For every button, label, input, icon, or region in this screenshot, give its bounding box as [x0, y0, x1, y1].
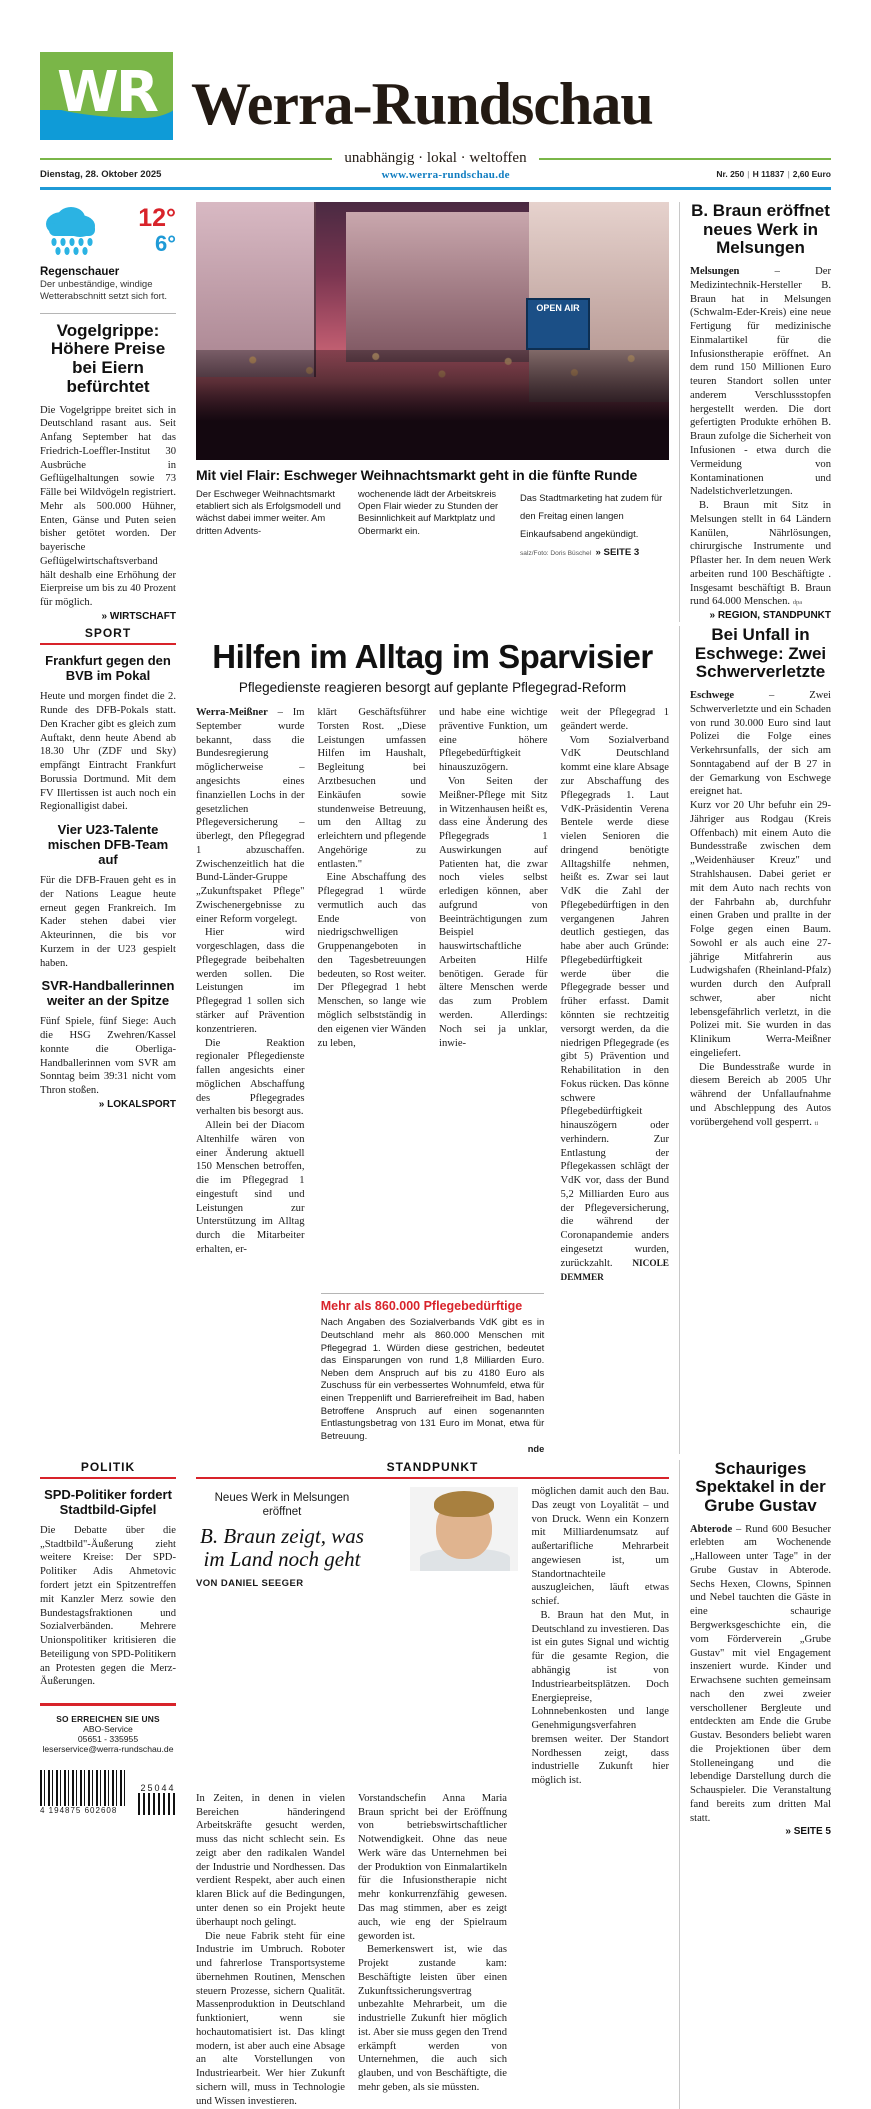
standpunkt-col1-p2: Die neue Fabrik steht für eine Industrie im Umbruch. Roboter und fahrerlose Transportsysteme übernehmen Routinen, Menschen steuern Prozesse, sichern Qualität. Massenproduktion in Deutschland funktioniert, wenn sie hochautomatisiert ist. Das klingt modern, ist aber auch eine Absage an alte Vorstellungen von Industriearbeit. Wer hier Zukunft sichern will, muss in Technologie und Wissen investieren. — [196, 1930, 345, 2107]
main-story-col1 — [196, 706, 305, 1284]
masthead-title-block — [173, 73, 831, 140]
sport-kicker: SPORT — [84, 625, 132, 640]
infobox-content — [321, 1293, 545, 1453]
logo-initials: WR — [57, 60, 156, 125]
standpunkt-author: VON DANIEL SEEGER — [196, 1577, 304, 1589]
photo-caption-col3-text: Das Stadtmarketing hat zudem für den Freitag einen langen Einkaufsabend angekündigt. — [520, 492, 663, 539]
barcode-addon — [138, 1783, 178, 1815]
gustav-ref[interactable]: » SEITE 5 — [785, 1826, 831, 1838]
gustav-p1-text: – Rund 600 Besucher erlebten am Wochenende „Halloween unter Tage" in der Grube Gustav in Abterode. Sechs Hexen, Clowns, Spinnen und Nebel tauchten die Gäste in eine schaurige Bergwerksgeschichte ein, die vom Förderverein „Grube Gustav" mit viel Engagement inszeniert wurde. Kinder und Erwachsene suchten gemeinsam nach den zwei zweier verschollener Bergleute und entdeckten am Ende die Grube Gustav. Besonders beliebt waren die Projektionen über dem Stolleneingang und die lebendige Darstellung durch die Schauspieler. Die Veranstaltung fand bereits zum dritten Mal statt. — [690, 1523, 831, 1824]
publication-date: Dienstag, 28. Oktober 2025 — [40, 169, 162, 180]
standpunkt-rule — [196, 1477, 669, 1480]
unfall-p3-text: Die Bundesstraße wurde in diesem Bereich ab 2005 Uhr während der Unfallaufnahme und Abschleppung des Autos vorübergehend voll gesperrt. — [690, 1061, 831, 1128]
photo-credit: salz/Foto: Doris Büschel — [520, 550, 592, 557]
standpunkt-head-row — [196, 1485, 669, 1788]
sport-item-2-headline[interactable]: SVR-Handballerinnen weiter an der Spitze — [41, 978, 175, 1009]
main-col1-p3: Die Reaktion regionaler Pflegedienste fallen angesichts einer möglichen Abschaffung des Pflegegrades verhalten bis besorgt aus. — [196, 1037, 305, 1118]
portrait-hair — [434, 1491, 494, 1517]
bbraun-agency: dpa — [792, 599, 803, 607]
masthead — [40, 0, 831, 140]
bbraun-p2 — [690, 499, 831, 609]
sport-rule — [40, 643, 176, 646]
divider-1 — [40, 313, 176, 314]
bottom-section — [40, 1460, 831, 2109]
main-story — [186, 626, 679, 1454]
issue-price: 2,60 Euro — [792, 169, 831, 179]
sport-ref[interactable]: » LOKALSPORT — [98, 1098, 176, 1110]
sport-column — [40, 626, 186, 1454]
photo-caption-columns — [196, 488, 669, 560]
contact-email[interactable]: leserservice@werra-rundschau.de — [42, 1743, 174, 1754]
standpunkt-body-row — [196, 1792, 669, 2109]
infobox-body: Nach Angaben des Sozialverbands VdK gibt es in Deutschland mehr als 860.000 Menschen mit Pflegegrad 1. Würden diese gestrichen, bedeutet das Einsparungen von rund 1,8 Milliarden Euro. Neben dem Anspruch auf bis zu 4180 Euro als Zuschuss für ein verbessertes Wohnumfeld, etwa für einen Treppenlift und Barrierefreiheit im Bad, haben Betroffene Anspruch auf einen sogenannten Entlastungsbetrag von 131 Euro im Monat, etwa für Betreuung. — [320, 1317, 545, 1442]
sport-item-1-headline[interactable]: Vier U23-Talente mischen DFB-Team auf — [47, 822, 169, 868]
main-col1-p1 — [196, 706, 305, 926]
standpunkt-kicker: STANDPUNKT — [386, 1459, 479, 1474]
sport-item-1-body: Für die DFB-Frauen geht es in der Nations League heute erneut gegen Frankreich. Im Kader stehen dabei vier Akteurinnen, die bis vor Kurzem in der U23 gespielt haben. — [40, 875, 176, 969]
photo-crowd — [196, 350, 669, 460]
temp-low: 6° — [154, 231, 176, 256]
bbraun-lead: Melsungen — [690, 266, 740, 278]
standpunkt-col1-p1: In Zeiten, in denen in vielen Bereichen händeringend Arbeitskräfte gesucht werden, muss das nicht schlecht sein. Es zeigt aber den radikalen Wandel der Industrie und Nordhessen. Das verdient Respekt, aber auch einen klaren Blick auf die Bedingungen, unter denen so ein Projekt heute überhaupt noch gelingt. — [196, 1792, 345, 1928]
politik-headline[interactable]: SPD-Politiker fordert Stadtbild-Gipfel — [44, 1487, 172, 1517]
main-story-byline: NICOLE DEMMER — [560, 1258, 669, 1283]
main-col3-p2: Von Seiten der Meißner-Pflege mit Sitz in Witzenhausen heißt es, dass eine Änderung des Pflegegrads 1 Auswirkungen auf Patienten hat, die zwar noch vieles selbst erledigen können, aber aufgrund von Beeinträchtigungen zum Beispiel hauswirtschaftliche Arbeiten Hilfe benötigen. Gerade für ältere Menschen werde das zum Problem werden. Allerdings: Noch sei ja unklar, inwie- — [439, 775, 548, 1049]
top-section — [40, 202, 831, 622]
tagline: unabhängig · lokal · weltoffen — [344, 150, 527, 166]
sport-item-0-headline[interactable]: Frankfurt gegen den BVB im Pokal — [45, 653, 171, 684]
temp-high: 12° — [138, 204, 176, 232]
infobox-rule — [321, 1293, 545, 1294]
barcode-bars — [40, 1770, 126, 1806]
newspaper-logo — [40, 52, 173, 140]
main-story-columns — [196, 706, 669, 1284]
sport-item-0-body: Heute und morgen findet die 2. Runde des DFB-Pokals statt. Den Kracher gibt es gleich zum Auftakt, denn heute Abend ab 18.30 Uhr (ZDF und Sky) empfängt Eintracht Frankfurt Borussia Dortmund. Mit dem FV Illertissen ist auch noch ein Regionalligist dabei. — [40, 691, 176, 813]
photo-ref[interactable]: » SEITE 3 — [595, 547, 640, 558]
gustav-p1 — [690, 1523, 831, 1826]
author-portrait — [410, 1487, 518, 1571]
sport-item-2-body: Fünf Spiele, fünf Siege: Auch die HSG Zwehren/Kassel konnte die Oberliga-Handballerinnen vom SVR am Sonntag beim 39:31 nicht vom Thron stoßen. — [40, 1016, 176, 1097]
main-headline[interactable]: Hilfen im Alltag im Sparvisier — [212, 637, 653, 675]
standpunkt-column — [186, 1460, 679, 2109]
lead-photo — [196, 202, 669, 460]
unfall-p3 — [690, 1061, 831, 1130]
standpunkt-col3-top — [531, 1485, 669, 1788]
main-story-col2 — [318, 706, 427, 1284]
weather-condition: Regenschauer — [40, 266, 120, 278]
infobox-headline: Mehr als 860.000 Pflegebedürftige — [320, 1299, 523, 1314]
main-story-col4 — [561, 706, 670, 1284]
bbraun-p2-text: B. Braun mit Sitz in Melsungen stellt in 64 Ländern Kanülen, Nährlösungen, chirurgische Instrumente und Pflaster her. In dem neuen Werk arbeiten rund 100 Beschäftigte . Insgesamt beschäftigt B. Braun rund 64.000 Menschen. — [690, 500, 831, 608]
main-col4-p2 — [561, 734, 670, 1285]
contact-rule — [40, 1703, 176, 1706]
weather-description: Der unbeständige, windige Wetterabschnitt setzt sich fort. — [40, 279, 168, 302]
infobox — [196, 1293, 669, 1453]
standpunkt-col1 — [196, 1792, 345, 2109]
unfall-lead: Eschwege — [690, 690, 735, 702]
barcode-addon-number: 25044 — [140, 1782, 176, 1793]
standpunkt-col3-filler — [520, 1792, 669, 2109]
photo-column — [186, 202, 679, 622]
infobox-byline: nde — [527, 1443, 545, 1454]
unfall-p1-text: – Zwei Schwerverletzte und ein Schaden von rund 30.000 Euro sind laut Polizei die Folge eines Verkehrsunfalls, der sich am Sonntagabend auf der B 27 in der Gemarkung von Eschwege ereignet hat. — [690, 690, 831, 798]
unfall-headline[interactable]: Bei Unfall in Eschwege: Zwei Schwerverletzte — [694, 624, 827, 682]
standpunkt-title[interactable]: B. Braun zeigt, was im Land noch geht — [200, 1523, 364, 1571]
unfall-p2: Kurz vor 20 Uhr befuhr ein 29-Jähriger aus Rodgau (Kreis Offenbach) mit einem Auto die Bundesstraße zwischen dem „Weidenhäuser Kreuz" und Strahlshausen. Dabei geriet er mit dem Auto nach rechts von der Fahrbahn ab, durchfuhr einen Graben und prallte in der Folge gegen einen Baum. Sowohl er als auch eine 27-jährige Mitfahrerin aus Ludwigshafen (Rheinland-Pfalz) wurden durch den Aufprall schwer, aber nicht lebensgefährlich verletzt, in die Polizei mit. Sie wurden in das Klinikum Werra-Meißner eingeliefert. — [690, 800, 831, 1059]
contact-phone[interactable]: 05651 - 335955 — [77, 1733, 139, 1744]
main-col3-p1: und habe eine wichtige präventive Funktion, um eine höhere Pflegebedürftigkeit hinauszuzögern. — [439, 707, 548, 774]
photo-caption-col2: wochenende lädt der Arbeitskreis Open Flair wieder zu Stunden der Besinnlichkeit auf Marktplatz und Obermarkt ein. — [358, 488, 499, 536]
issue-info: Nr. 250 | H 11837 | 2,60 Euro — [716, 169, 831, 179]
gustav-headline[interactable]: Schauriges Spektakel in der Grube Gustav — [695, 1458, 826, 1515]
contact-service: ABO-Service — [83, 1723, 133, 1734]
tagline-row — [40, 150, 831, 167]
barcode-area — [40, 1770, 176, 1815]
infobox-spacer-2 — [557, 1293, 669, 1453]
tagline-rule-left — [40, 158, 332, 160]
standpunkt-col3-p2: B. Braun hat den Mut, in Deutschland zu investieren. Das ist ein gutes Signal und wichtig für die gesamte Region, die abhängig ist von Industriearbeitsplätzen. Doch Energiepreise, Lohnnebenkosten und lange Genehmigungsverfahren bremsen weiter. Der Standort Nordhessen zeigt, dass industrielle Zukunft hier möglich ist. — [531, 1609, 669, 1787]
standpunkt-portrait-cell — [381, 1485, 519, 1788]
barcode-addon-bars — [138, 1793, 178, 1815]
main-col1-p2: Hier wird vorgeschlagen, dass die Pflegegrade beibehalten werden sollen. Die Leistungen im Pflegegrad 1 sollen sich stärker auf Prävention konzentrieren. — [196, 927, 305, 1035]
photo-caption-col1: Der Eschweger Weihnachtsmarkt etabliert sich als Erfolgsmodell und wächst dabei immer weiter. Am dritten Advents- — [196, 488, 341, 536]
unfall-column — [679, 626, 831, 1454]
infobox-spacer — [196, 1293, 308, 1453]
unfall-p1 — [690, 689, 831, 799]
standpunkt-col2-p2: Bemerkenswert ist, wie das Projekt zustande kam: Beschäftigte leisten über einen Zukunftssicherungsvertrag unbezahlte Mehrarbeit, um die industrielle Zukunft hier möglich ist. Aber sie muss gegen den Trend erkämpft werden von Unternehmen, die auch sich glauben, und von Beschäftigte, die mehr geben, als sie müssten. — [358, 1944, 507, 2093]
main-story-col3 — [439, 706, 548, 1284]
main-col4-p2-text: Vom Sozialverband VdK Deutschland kommt eine klare Absage zur Abschaffung des Pflegegrads 1. Laut VdK-Präsidentin Verena Bentele werde diese vielen Senioren die dringend benötigte Alltagshilfe nehmen, heißt es. Zwar sei laut VdK die Zahl der Pflegebedürftigen in den vergangenen Jahren deutlich gestiegen, das habe aber auch Gründe: Pflegebedürftigkeit werde über die Pflegegrade besser und früher erfasst. Damit könnten sie rechtzeitig versorgt werden, da die niedrigen Pflegegrade (es gibt 5) Prävention und Rehabilitation in den Fokus rücken. Das könne schwere Pflegebedürftigkeit hinauszögern oder verhindern. Zur Entlastung der Pflegekassen schlägt der VdK vor, dass der Bund 5,2 Milliarden Euro aus der Pflegeversicherung, die während der Coronapandemie anders eingesetzt wurden, zurückzahlt. — [560, 734, 669, 1269]
bbraun-ref[interactable]: » REGION, STANDPUNKT — [709, 610, 831, 622]
standpunkt-col2-p1: Vorstandschefin Anna Maria Braun spricht bei der Eröffnung von betriebswirtschaftlicher Notwendigkeit. Ohne das neue Werk wäre das Unternehmen bei der Produktion von Einmalartikeln für die Infusionstherapie nicht mehr konkurrenzfähig gewesen. Das mag stimmen, aber es zeigt auch, wie eng der Spielraum geworden ist. — [358, 1792, 507, 1942]
vogelgrippe-ref[interactable]: » WIRTSCHAFT — [101, 610, 176, 622]
standpunkt-col2 — [358, 1792, 507, 2109]
issue-number: Nr. 250 — [716, 169, 745, 179]
gustav-column — [679, 1460, 831, 2109]
main-col4-p1: weit der Pflegegrad 1 geändert werde. — [560, 707, 669, 732]
bbraun-headline[interactable]: B. Braun eröffnet neues Werk in Melsungen — [691, 201, 830, 258]
politik-column — [40, 1460, 186, 2109]
gustav-lead: Abterode — [690, 1523, 733, 1535]
left-column-top — [40, 202, 186, 622]
standpunkt-col3-p1: möglichen damit auch den Bau. Das zeugt von Loyalität – und von Druck. Wenn ein Konzern mit Milliardenumsatz auf außertarifliche Mehrarbeit angewiesen ist, um Standortnachteile auszugleichen, läuft etwas schief. — [531, 1486, 669, 1608]
vogelgrippe-headline[interactable]: Vogelgrippe: Höhere Preise bei Eiern befürchtet — [50, 320, 166, 396]
masthead-bottom-rule — [40, 187, 831, 190]
website-url[interactable]: www.werra-rundschau.de — [381, 169, 510, 181]
main-col2-p1: klärt Geschäftsführer Torsten Rost. „Diese Leistungen umfassen Hilfen im Haushalt, Begleitung bei Arztbesuchen und Einkäufen sowie stundenweise Betreuung, um den Alltag zu erleichtern und pflegende Angehörige zu entlasten." — [317, 707, 426, 870]
vogelgrippe-body: Die Vogelgrippe breitet sich in Deutschland rasant aus. Seit Anfang September hat das Friedrich-Loeffler-Institut 30 Ausbrüche in Geflügelhaltungen sowie 73 Fälle bei Wildvögeln registriert. Mehr als 500.000 Hühner, Enten, Gänse und Puten seien bisher getötet worden. Der bayerische Geflügelwirtschaftsverband hält deshalb eine Erhöhung der Eierpreise um bis zu 40 Prozent für möglich. — [40, 404, 176, 609]
barcode-ean — [40, 1770, 126, 1815]
politik-rule — [40, 1477, 176, 1480]
main-lead-location: Werra-Meißner — [196, 707, 268, 719]
photo-caption-headline: Mit viel Flair: Eschweger Weihnachtsmarkt geht in die fünfte Runde — [196, 467, 638, 483]
contact-box — [40, 1714, 176, 1754]
main-subheadline: Pflegedienste reagieren besorgt auf geplante Pflegegrad-Reform — [238, 679, 627, 695]
weather-widget[interactable] — [40, 202, 176, 264]
rain-shower-icon — [40, 202, 106, 264]
bbraun-p1 — [690, 265, 831, 499]
politik-kicker: POLITIK — [80, 1459, 136, 1474]
issue-code: H 11837 — [752, 169, 785, 179]
politik-body: Die Debatte über die „Stadtbild"-Äußerung zieht weitere Kreise: Der SPD-Politiker Adis Ahmetovic fordert jetzt ein Spitzentreffen mit Kanzler Merz sowie den Bundestagsfraktionen und Sozialverbänden. Mehrere Unionspolitiker kritisieren die Beteiligung von SPD-Politikern an Protesten gegen die Merz-Äußerungen. — [40, 1524, 176, 1688]
right-column-top — [679, 202, 831, 622]
main-col1-p1-text: – Im September wurde bekannt, dass die Bundesregierung möglicherweise – angesichts eines finanziellen Lochs in der gesetzlichen Pflegeversicherung – überlegt, den Pflegegrad 1 abzuschaffen. Zwischenzeitlich hat die Bund-Länder-Gruppe „Zukunftspaket Pflege" Zwischenergebnisse zu einer Reform vorgelegt. — [196, 707, 305, 925]
contact-headline: SO ERREICHEN SIE UNS — [56, 1713, 160, 1724]
main-col2-p2: Eine Abschaffung des Pflegegrad 1 würde vermutlich auch das Ende von niedrigschwelligen Gruppenangeboten in den Tagesbetreuungen bedeuten, so Rost weiter. Der Pflegegrad 1 hebt Menschen, so lange wie möglich selbstständig in den eigenen vier Wänden zu leben, — [317, 872, 426, 1049]
middle-section — [40, 626, 831, 1454]
page-title: Werra-Rundschau — [191, 71, 653, 137]
photo-caption-col3 — [520, 488, 669, 560]
weather-temps — [112, 202, 176, 256]
standpunkt-title-block — [196, 1485, 368, 1788]
barcode-number: 4 194875 602608 — [40, 1805, 118, 1815]
tagline-rule-right — [539, 158, 831, 160]
main-col1-p4: Allein bei der Diacom Altenhilfe wären von einer Änderung aktuell 150 Menschen betroffen, die im Pflegegrad 1 eingestuft sind und Leistungen zur Unterstützung im Alltag durch die Mitarbeiter erhalten, er- — [196, 1120, 305, 1255]
bbraun-p1-text: – Der Medizintechnik-Hersteller B. Braun hat in Melsungen (Schwalm-Eder-Kreis) eine neue Fertigung für medizinische Einmalartikel für die Infusionstherapie eröffnet. An dem rund 150 Millionen Euro teuren Standort sollen unter anderem Verschlussstopfen hergestellt werden. Die dort gefertigten Produkte erhöhen B. Braun zufolge die Sicherheit von Infusionen - etwa durch die Vermeidung von Kontaminationen und Nadelstichverletzungen. — [690, 266, 831, 498]
dateline-row — [40, 169, 831, 184]
standpunkt-topline: Neues Werk in Melsungen eröffnet — [214, 1492, 350, 1518]
photo-open-air-sign: OPEN AIR — [526, 298, 590, 350]
unfall-agency: ti — [814, 1119, 819, 1127]
